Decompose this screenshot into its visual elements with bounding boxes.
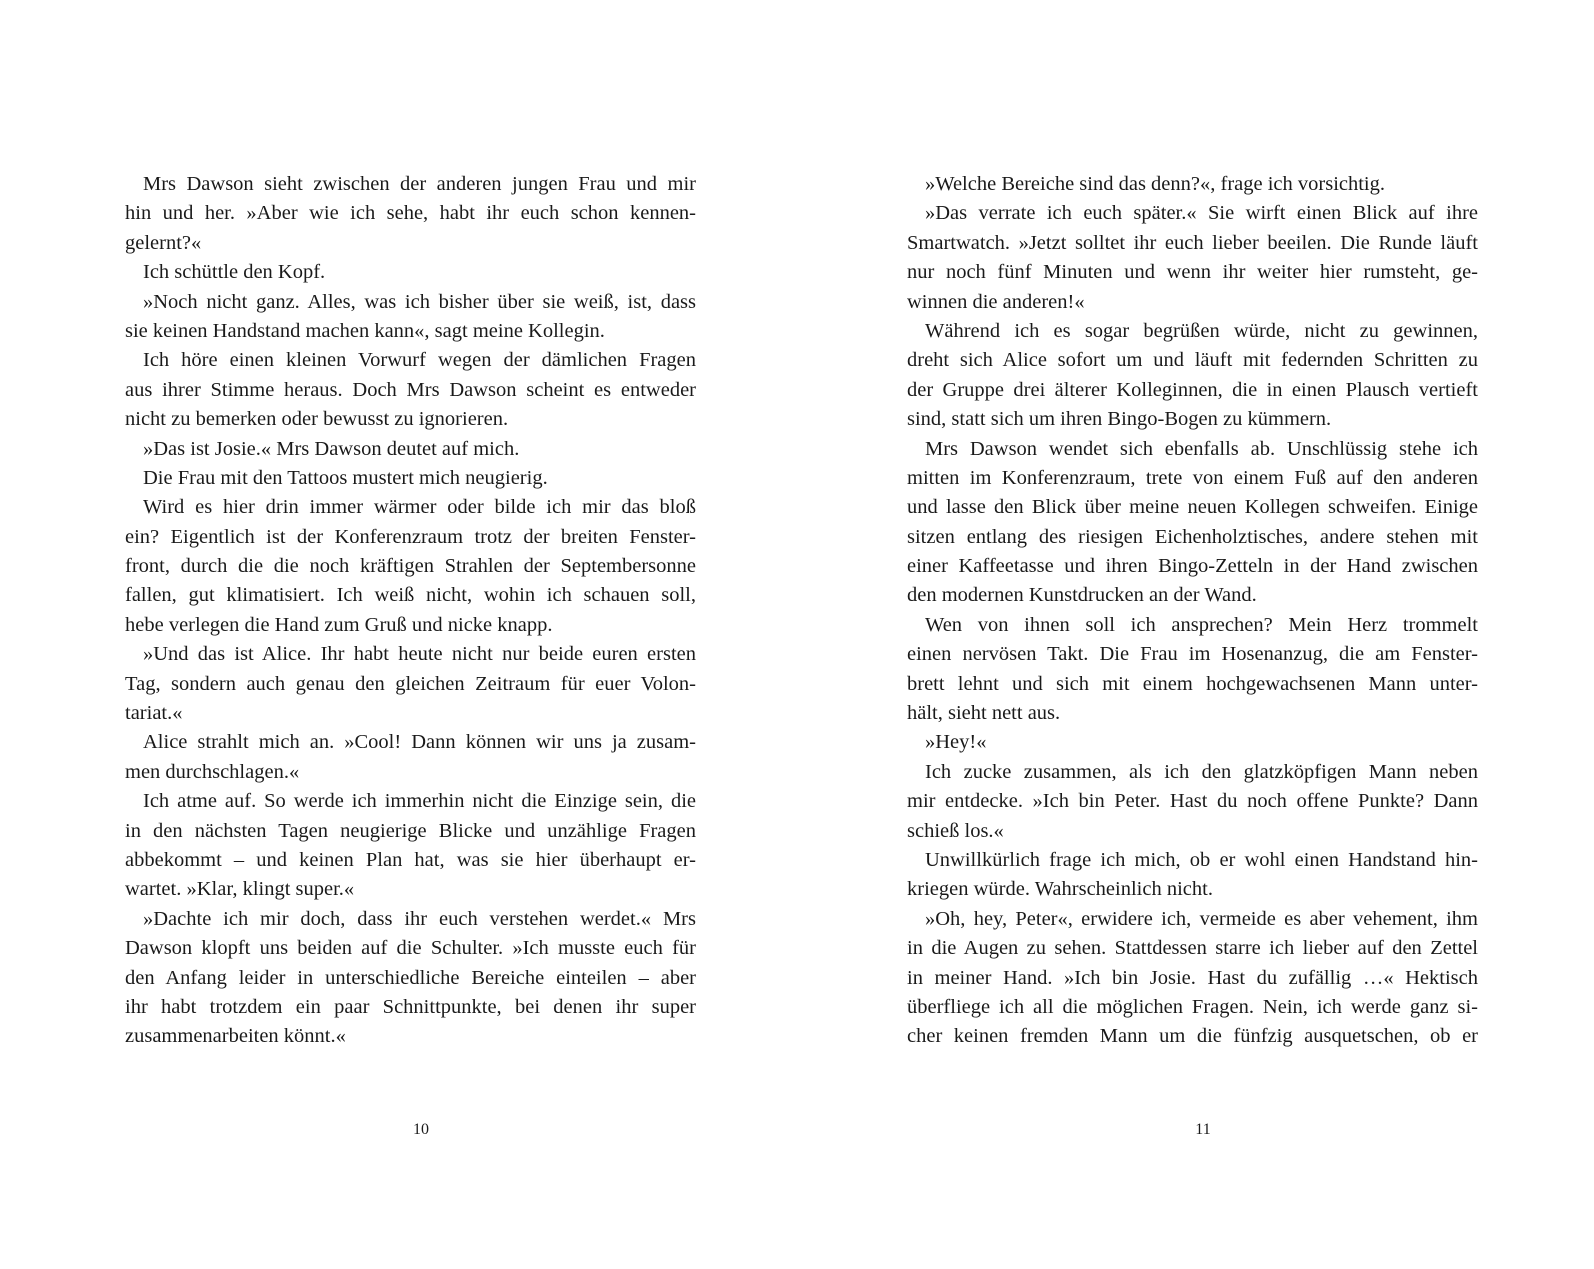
text-line: in meiner Hand. »Ich bin Josie. Hast du zufällig …« Hektisch (907, 966, 1478, 989)
text-line: in den nächsten Tagen neugierige Blicke und unzählige Fragen (125, 819, 696, 842)
text-line: Mrs Dawson sieht zwischen der anderen jungen Frau und mir (143, 173, 696, 195)
text-line: gelernt?« (125, 231, 202, 254)
text-line: Mrs Dawson wendet sich ebenfalls ab. Unschlüssig stehe ich (925, 437, 1478, 460)
text-line: überfliege ich all die möglichen Fragen. Nein, ich werde ganz si- (907, 995, 1478, 1018)
text-line: hält, sieht nett aus. (907, 702, 1061, 725)
text-line: »Hey!« (925, 731, 987, 754)
text-line: »Und das ist Alice. Ihr habt heute nicht nur beide euren ersten (143, 643, 696, 666)
text-line: tariat.« (125, 702, 183, 725)
text-line: Tag, sondern auch genau den gleichen Zeitraum für euer Volon- (125, 672, 696, 695)
text-line: Während ich es sogar begrüßen würde, nicht zu gewinnen, (925, 319, 1478, 342)
text-line: sie keinen Handstand machen kann«, sagt meine Kollegin. (125, 319, 605, 342)
text-line: nur noch fünf Minuten und wenn ihr weiter hier rumsteht, ge- (907, 261, 1478, 284)
text-line: kriegen würde. Wahrscheinlich nicht. (907, 878, 1213, 901)
text-line: Ich atme auf. So werde ich immerhin nicht die Einzige sein, die (143, 790, 696, 813)
right-page (907, 170, 1478, 1052)
text-line: der Gruppe drei älterer Kolleginnen, die in einen Plausch vertieft (907, 378, 1478, 401)
right-page-number: 11 (1195, 1121, 1211, 1138)
text-line: Alice strahlt mich an. »Cool! Dann können wir uns ja zusam- (143, 731, 696, 754)
text-line: hin und her. »Aber wie ich sehe, habt ihr euch schon kennen- (125, 202, 696, 225)
text-line: Wen von ihnen soll ich ansprechen? Mein Herz trommelt (925, 613, 1478, 636)
text-line: dreht sich Alice sofort um und läuft mit federnden Schritten zu (907, 349, 1478, 372)
text-line: ein? Eigentlich ist der Konferenzraum trotz der breiten Fenster- (125, 525, 696, 548)
text-line: ihr habt trotzdem ein paar Schnittpunkte, bei denen ihr super (125, 995, 696, 1018)
text-line: Die Frau mit den Tattoos mustert mich neugierig. (143, 466, 548, 489)
left-page-number: 10 (413, 1121, 429, 1138)
text-line: men durchschlagen.« (125, 760, 300, 783)
text-line: cher keinen fremden Mann um die fünfzig ausquetschen, ob er (907, 1025, 1478, 1048)
text-line: Ich schüttle den Kopf. (143, 261, 326, 284)
text-line: den modernen Kunstdrucken an der Wand. (907, 584, 1257, 607)
text-line: »Noch nicht ganz. Alles, was ich bisher über sie weiß, ist, dass (143, 290, 696, 313)
text-line: mir entdecke. »Ich bin Peter. Hast du noch offene Punkte? Dann (907, 790, 1478, 813)
text-line: den Anfang leider in unterschiedliche Bereiche einteilen – aber (125, 966, 696, 989)
text-line: sind, statt sich um ihren Bingo-Bogen zu kümmern. (907, 408, 1332, 431)
text-line: Ich höre einen kleinen Vorwurf wegen der dämlichen Fragen (143, 349, 696, 372)
text-line: »Das verrate ich euch später.« Sie wirft einen Blick auf ihre (925, 202, 1478, 225)
text-line: winnen die anderen!« (907, 290, 1085, 313)
text-line: abbekommt – und keinen Plan hat, was sie hier überhaupt er- (125, 848, 696, 871)
text-line: in die Augen zu sehen. Stattdessen starre ich lieber auf den Zettel (907, 937, 1478, 960)
text-line: »Welche Bereiche sind das denn?«, frage ich vorsichtig. (925, 173, 1385, 195)
text-line: sitzen entlang des riesigen Eichenholztisches, andere stehen mit (907, 525, 1478, 548)
text-line: front, durch die die noch kräftigen Strahlen der Septembersonne (125, 555, 696, 578)
text-line: mitten im Konferenzraum, trete von einem Fuß auf den anderen (907, 466, 1478, 489)
right-page-text (907, 170, 1478, 1052)
text-line: Wird es hier drin immer wärmer oder bilde ich mir das bloß (143, 496, 696, 519)
text-line: Smartwatch. »Jetzt solltet ihr euch lieber beeilen. Die Runde läuft (907, 231, 1478, 254)
text-line: brett lehnt und sich mit einem hochgewachsenen Mann unter- (907, 672, 1478, 695)
left-page (125, 170, 696, 1052)
text-line: schieß los.« (907, 819, 1004, 842)
text-line: und lasse den Blick über meine neuen Kollegen schweifen. Einige (907, 496, 1478, 519)
text-line: einer Kaffeetasse und ihren Bingo-Zetteln in der Hand zwischen (907, 555, 1478, 578)
text-line: Dawson klopft uns beiden auf die Schulter. »Ich musste euch für (125, 937, 696, 960)
text-line: »Dachte ich mir doch, dass ihr euch verstehen werdet.« Mrs (143, 907, 696, 930)
text-line: zusammenarbeiten könnt.« (125, 1025, 346, 1048)
text-line: Unwillkürlich frage ich mich, ob er wohl einen Handstand hin- (925, 848, 1478, 871)
text-line: nicht zu bemerken oder bewusst zu ignorieren. (125, 408, 509, 431)
text-line: einen nervösen Takt. Die Frau im Hosenanzug, die am Fenster- (907, 643, 1478, 666)
text-line: hebe verlegen die Hand zum Gruß und nicke knapp. (125, 613, 553, 636)
text-line: »Das ist Josie.« Mrs Dawson deutet auf mich. (143, 437, 520, 460)
text-line: fallen, gut klimatisiert. Ich weiß nicht, wohin ich schauen soll, (125, 584, 696, 607)
text-line: aus ihrer Stimme heraus. Doch Mrs Dawson scheint es entweder (125, 378, 696, 401)
text-line: Ich zucke zusammen, als ich den glatzköpfigen Mann neben (925, 760, 1478, 783)
text-line: wartet. »Klar, klingt super.« (125, 878, 355, 901)
text-line: »Oh, hey, Peter«, erwidere ich, vermeide es aber vehement, ihm (925, 907, 1478, 930)
left-page-text (125, 170, 696, 1052)
